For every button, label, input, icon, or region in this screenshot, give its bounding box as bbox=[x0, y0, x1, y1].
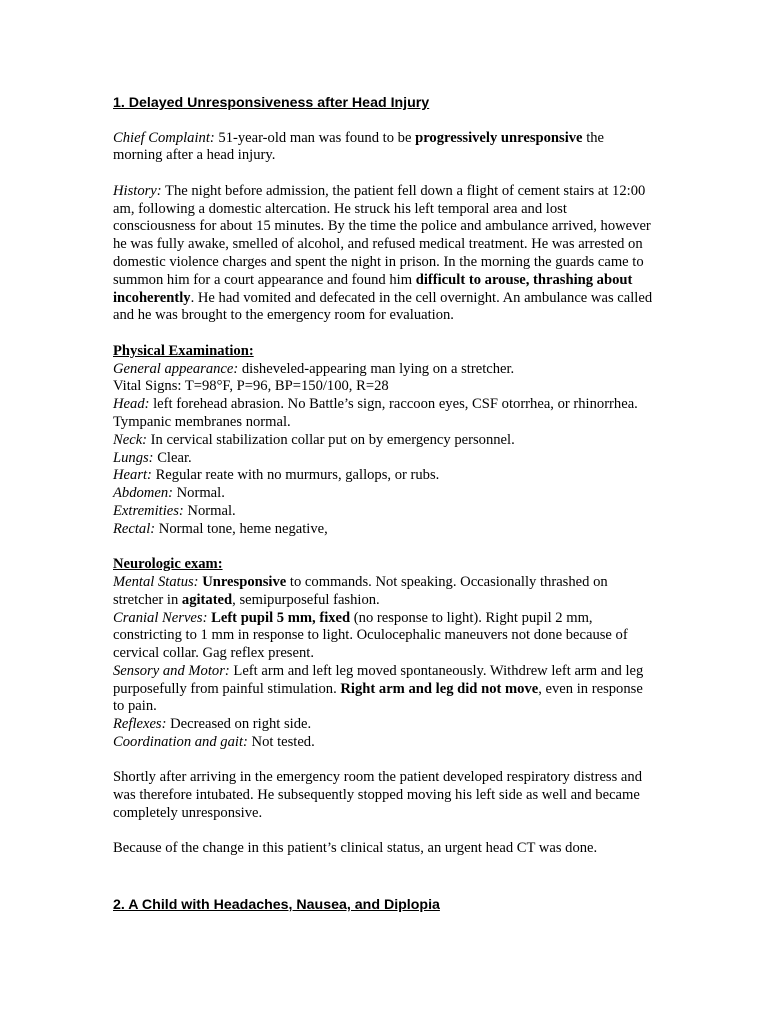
ct-paragraph: Because of the change in this patient’s clinical status, an urgent head CT was done. bbox=[113, 840, 598, 857]
chief-complaint bbox=[113, 130, 653, 166]
mental-status-text-1: to commands. Not speaking. Occasionally thrashed on stretcher in bbox=[113, 573, 608, 608]
coordination-gait-label: Coordination and gait: bbox=[113, 734, 248, 751]
mental-status-bold-1: Unresponsive bbox=[202, 573, 287, 590]
abdomen-label: Abdomen: bbox=[113, 485, 173, 502]
chief-complaint-text-1: 51-year-old man was found to be bbox=[214, 129, 416, 146]
cranial-nerves-text: (no response to light). Right pupil 2 mm, constricting to 1 mm in response to light. Oculocephalic maneuvers not done because of cervical collar. Gag reflex present. bbox=[113, 609, 628, 662]
reflexes-label: Reflexes: bbox=[113, 716, 167, 733]
history-bold: difficult to arouse, thrashing about incoherently bbox=[113, 271, 633, 306]
heart-exam bbox=[113, 467, 653, 485]
sensory-motor bbox=[113, 663, 653, 716]
mental-status-bold-2: agitated bbox=[181, 591, 233, 608]
rectal-label: Rectal: bbox=[113, 520, 156, 537]
chief-complaint-label: Chief Complaint: bbox=[113, 129, 215, 146]
lungs-label: Lungs: bbox=[113, 449, 154, 466]
heart-label: Heart: bbox=[113, 467, 152, 484]
abdomen-text: Normal. bbox=[172, 485, 225, 502]
cranial-nerves-label: Cranial Nerves: bbox=[113, 609, 208, 626]
neck-text: In cervical stabilization collar put on by emergency personnel. bbox=[147, 431, 515, 448]
chief-complaint-text-2: the morning after a head injury. bbox=[113, 129, 605, 164]
neck-exam bbox=[113, 432, 653, 450]
extremities-exam bbox=[113, 503, 653, 521]
vital-signs: Vital Signs: T=98°F, P=96, BP=150/100, R=28 bbox=[113, 378, 389, 395]
neck-label: Neck: bbox=[113, 431, 148, 448]
physical-exam-heading: Physical Examination: bbox=[113, 342, 254, 359]
heart-text: Regular reate with no murmurs, gallops, or rubs. bbox=[151, 467, 440, 484]
document-page bbox=[113, 94, 653, 858]
cranial-nerves-bold: Left pupil 5 mm, fixed bbox=[211, 609, 351, 626]
history-text-1: The night before admission, the patient fell down a flight of cement stairs at 12:00 am, following a domestic altercation. He struck his left temporal area and lost consciousness for about 15 minutes. By the time the police and ambulance arrived, however he was fully awake, smelled of alcohol, and refused medical treatment. He was arrested on domestic violence charges and spent the night in prison. In the morning the guards came to summon him for a court appearance and found him bbox=[113, 182, 651, 288]
general-appearance-label: General appearance: bbox=[113, 360, 239, 377]
chief-complaint-bold: progressively unresponsive bbox=[415, 129, 583, 146]
lungs-text: Clear. bbox=[153, 449, 192, 466]
coordination-gait bbox=[113, 734, 653, 752]
head-exam bbox=[113, 396, 653, 432]
extremities-label: Extremities: bbox=[113, 502, 184, 519]
sensory-motor-bold: Right arm and leg did not move bbox=[340, 680, 539, 697]
coordination-gait-text: Not tested. bbox=[247, 734, 315, 751]
reflexes bbox=[113, 716, 653, 734]
history-text-2: . He had vomited and defecated in the cell overnight. An ambulance was called and he was brought to the emergency room for evaluation. bbox=[113, 289, 653, 324]
rectal-exam bbox=[113, 521, 653, 539]
mental-status-text-2: , semipurposeful fashion. bbox=[232, 591, 380, 608]
sensory-motor-text-1: Left arm and left leg moved spontaneously. Withdrew left arm and leg purposefully from painful stimulation. bbox=[113, 662, 644, 697]
extremities-text: Normal. bbox=[183, 502, 236, 519]
cranial-nerves bbox=[113, 610, 653, 663]
sensory-motor-label: Sensory and Motor: bbox=[113, 662, 230, 679]
head-text: left forehead abrasion. No Battle’s sign, raccoon eyes, CSF otorrhea, or rhinorrhea. Tympanic membranes normal. bbox=[113, 396, 638, 430]
neuro-exam-heading: Neurologic exam: bbox=[113, 556, 223, 573]
abdomen-exam bbox=[113, 485, 653, 503]
er-paragraph: Shortly after arriving in the emergency room the patient developed respiratory distress and was therefore intubated. He subsequently stopped moving his left side as well and became completely unresponsive. bbox=[113, 769, 642, 822]
history-label: History: bbox=[113, 182, 162, 199]
lungs-exam bbox=[113, 450, 653, 468]
case-2-title: 2. A Child with Headaches, Nausea, and Diplopia bbox=[113, 897, 440, 913]
reflexes-text: Decreased on right side. bbox=[166, 716, 312, 733]
case-1-title: 1. Delayed Unresponsiveness after Head Injury bbox=[113, 95, 430, 111]
sensory-motor-text-2: , even in response to pain. bbox=[113, 680, 643, 715]
history bbox=[113, 183, 653, 325]
mental-status bbox=[113, 574, 653, 610]
general-appearance bbox=[113, 361, 653, 379]
general-appearance-text: disheveled-appearing man lying on a stretcher. bbox=[238, 360, 515, 377]
mental-status-label: Mental Status: bbox=[113, 573, 199, 590]
rectal-text: Normal tone, heme negative, bbox=[155, 520, 328, 537]
head-label: Head: bbox=[113, 396, 150, 413]
